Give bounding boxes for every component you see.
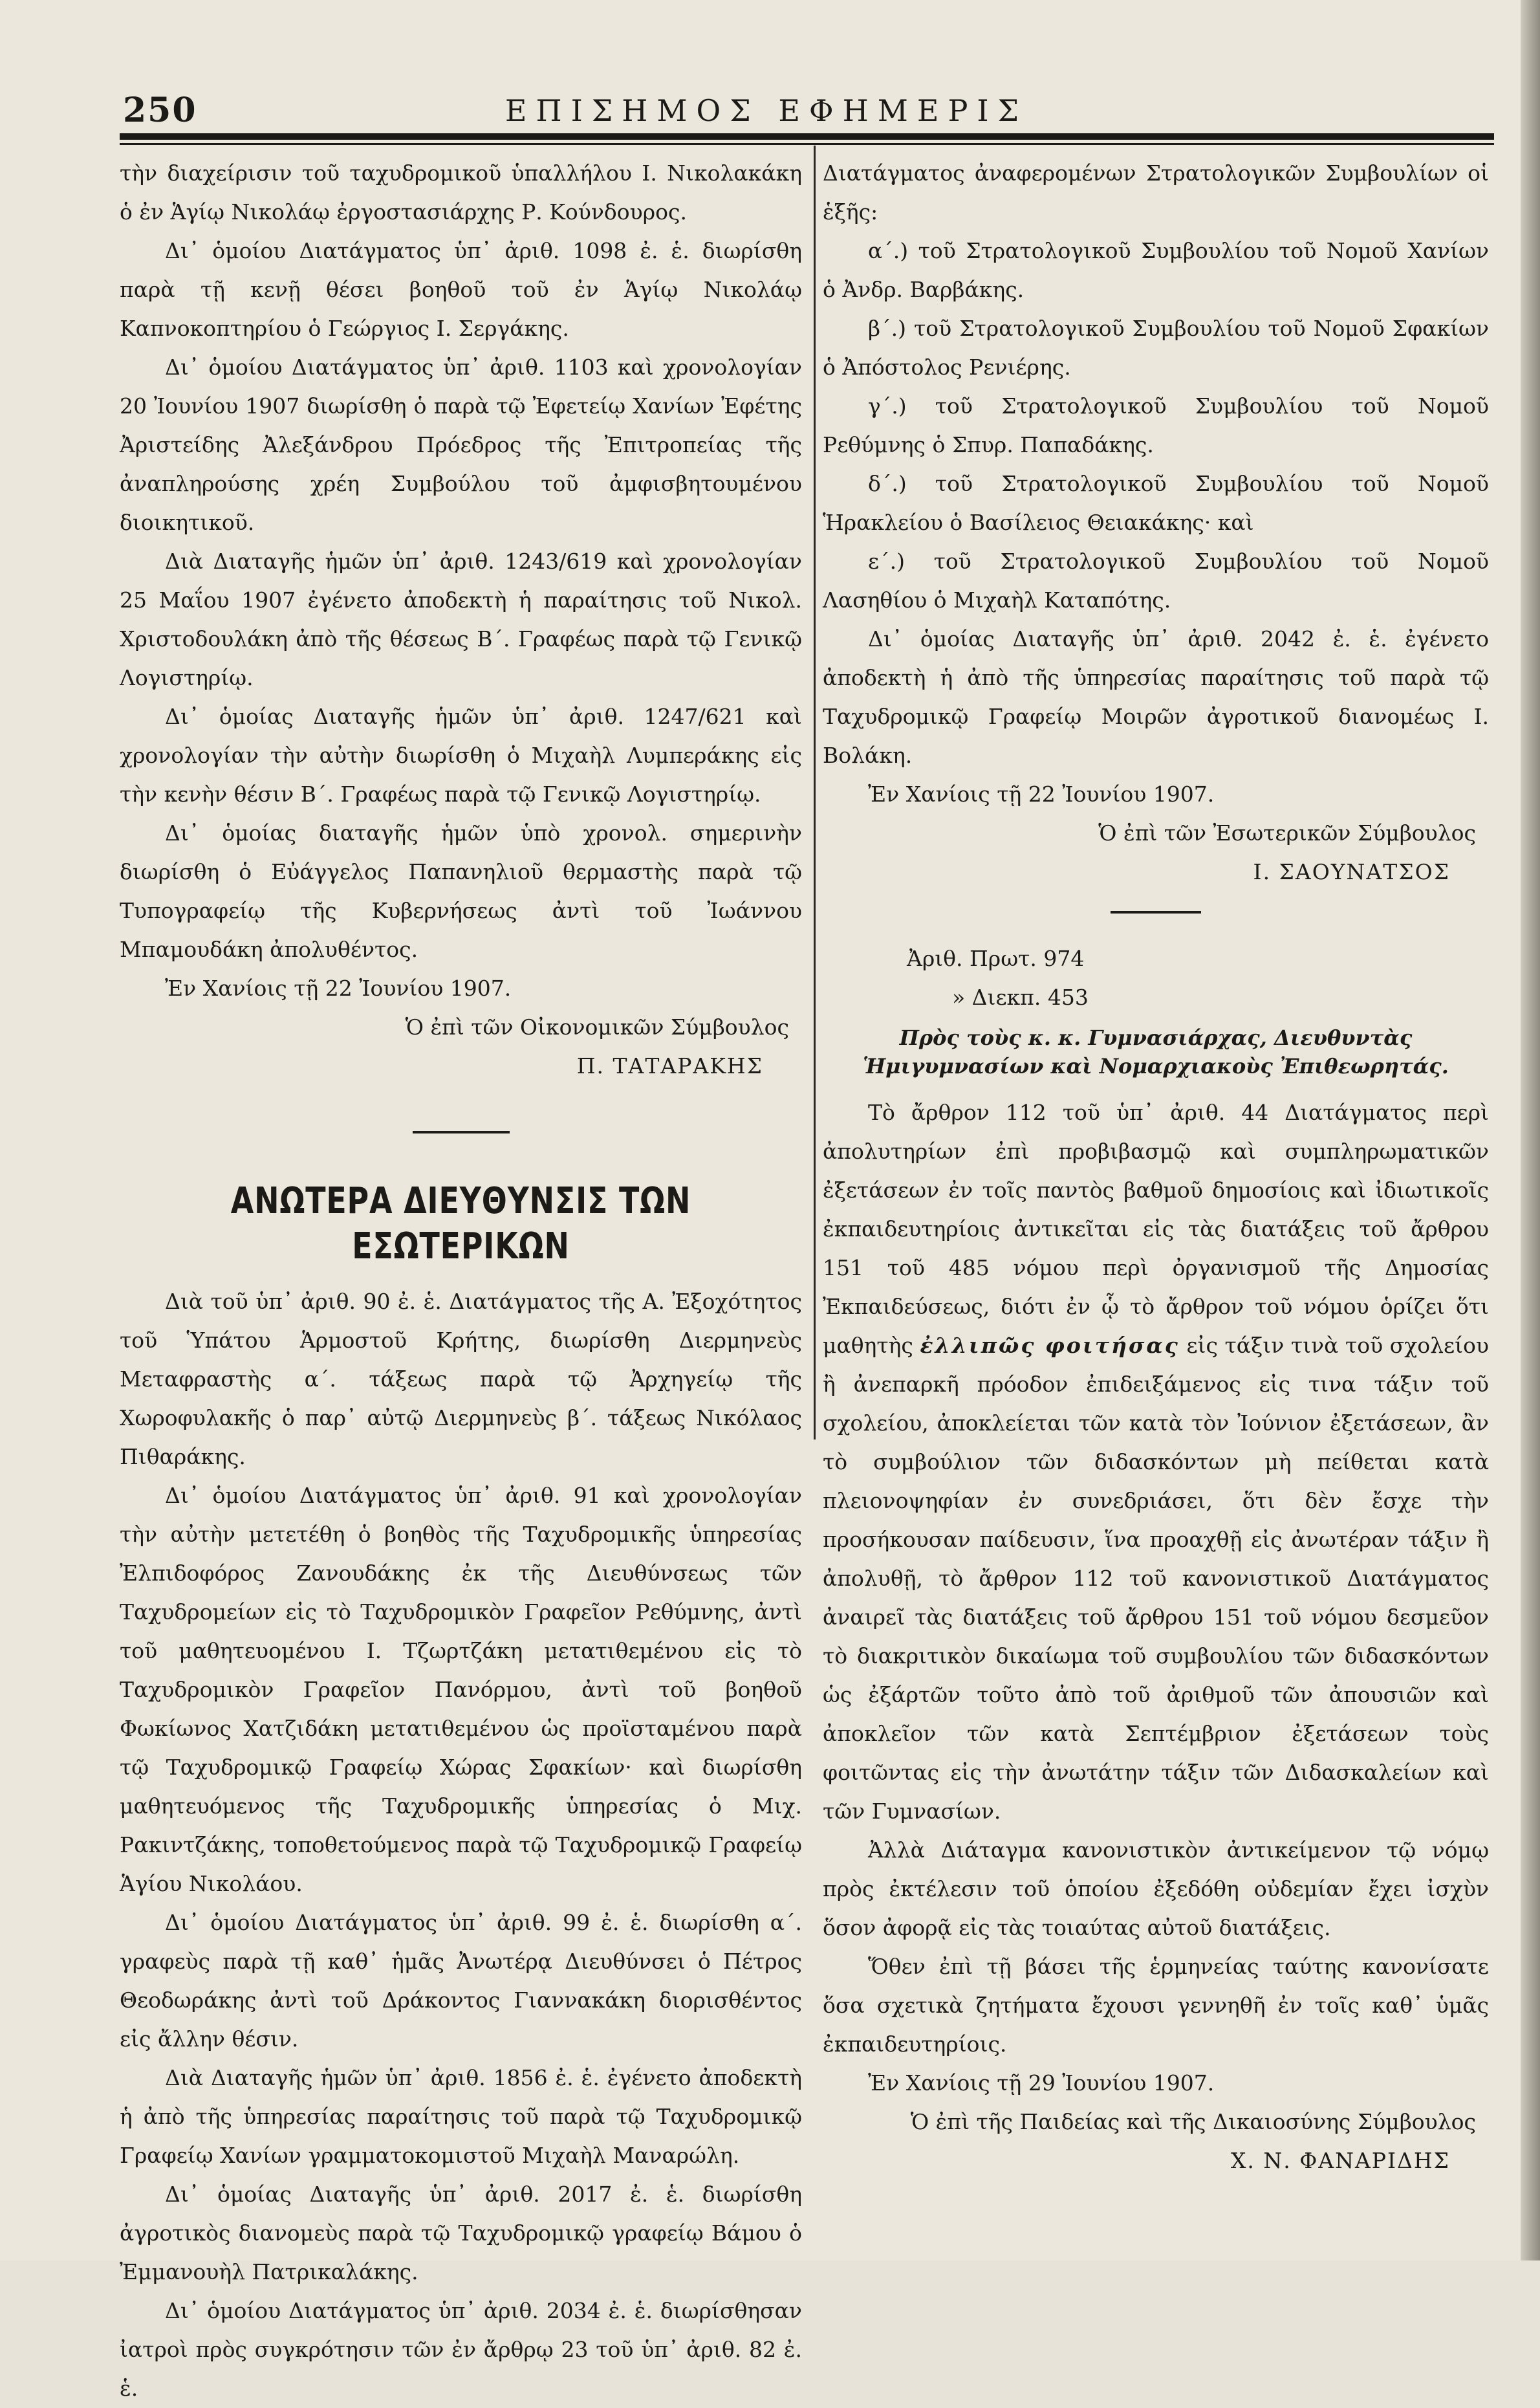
paragraph: Δι᾽ ὁμοίας Διαταγῆς ἡμῶν ὑπ᾽ ἀριθ. 1247/621 καὶ χρονολογίαν τὴν αὐτὴν διωρίσθη ὁ Μιχαὴλ Λυμπεράκης εἰς τὴν κενὴν θέσιν Β΄. Γραφέως παρὰ τῷ Γενικῷ Λογιστηρίῳ. — [120, 704, 802, 807]
text-run: εἰς τάξιν τινὰ τοῦ σχολείου ἢ ἀνεπαρκῆ πρόοδον ἐπιδειξάμενος εἰς τινα τάξιν τοῦ σχολείου, ἀποκλείεται τῶν κατὰ τὸν Ἰούνιον ἐξετάσεων, ἂν τὸ συμβούλιον τῶν διδασκόντων μὴ πείθεται κατὰ πλειονοψηφίαν ἐν συνεδριάσει, ὅτι δὲν ἔσχε τὴν προσήκουσαν παίδευσιν, ἵνα προαχθῇ εἰς ἀνωτέραν τάξιν ἢ ἀπολυθῇ, τὸ ἄρθρον 112 τοῦ κανονιστικοῦ Διατάγματος ἀναιρεῖ τὰς διατάξεις τοῦ ἄρθρου 151 τοῦ νόμου δεσμεῦον τὸ διακριτικὸν δικαίωμα τοῦ συμβουλίου τῶν διδασκόντων ὡς ἐξάρτῶν τοῦτο ἀπὸ τοῦ ἀριθμοῦ τῶν ἀπουσιῶν καὶ ἀποκλεῖον τῶν κατὰ Σεπτέμβριον ἐξετάσεων τοὺς φοιτῶντας εἰς τὴν ἀνωτάτην τάξιν τῶν Διδασκαλείων καὶ τῶν Γυμνασίων. — [823, 1333, 1489, 1824]
column-divider — [814, 146, 816, 1439]
list-item: γ΄.) τοῦ Στρατολογικοῦ Συμβουλίου τοῦ Νομοῦ Ρεθύμνης ὁ Σπυρ. Παπαδάκης. — [823, 393, 1489, 457]
paragraph: Ἀλλὰ Διάταγμα κανονιστικὸν ἀντικείμενον τῷ νόμῳ πρὸς ἐκτέλεσιν τοῦ ὁποίου ἐξεδόθη οὐδεμίαν ἔχει ἰσχὺν ὅσον ἀφορᾷ εἰς τὰς τοιαύτας αὐτοῦ διατάξεις. — [823, 1837, 1489, 1940]
paragraph: Δι᾽ ὁμοίας Διαταγῆς ὑπ᾽ ἀριθ. 2042 ἐ. ἑ. ἐγένετο ἀποδεκτὴ ἡ ἀπὸ τῆς ὑπηρεσίας παραίτησις τοῦ παρὰ τῷ Ταχυδρομικῷ Γραφείῳ Μοιρῶν ἀγροτικοῦ διανομέως Ι. Βολάκη. — [823, 626, 1489, 768]
paragraph: Δι᾽ ὁμοίου Διατάγματος ὑπ᾽ ἀριθ. 1098 ἐ. ἑ. διωρίσθη παρὰ τῇ κενῇ θέσει βοηθοῦ τοῦ ἐν Ἁγίῳ Νικολάῳ Καπνοκοπτηρίου ὁ Γεώργιος Ι. Σεργάκης. — [120, 238, 802, 341]
addressee-heading: Πρὸς τοὺς κ. κ. Γυμνασιάρχας, Διευθυντὰς Ἡμιγυμνασίων καὶ Νομαρχιακοὺς Ἐπιθεωρητάς. — [863, 1025, 1449, 1078]
paragraph: Διὰ Διαταγῆς ἡμῶν ὑπ᾽ ἀριθ. 1243/619 καὶ χρονολογίαν 25 Μαΐου 1907 ἐγένετο ἀποδεκτὴ ἡ παραίτησις τοῦ Νικολ. Χριστοδουλάκη ἀπὸ τῆς θέσεως Β΄. Γραφέως παρὰ τῷ Γενικῷ Λογιστηρίῳ. — [120, 549, 802, 690]
left-column — [120, 154, 802, 2408]
newspaper-title: ΕΠΙΣΗΜΟΣ ΕΦΗΜΕΡΙΣ — [504, 93, 1028, 128]
section-separator — [413, 1131, 510, 1133]
signer-role: Ὁ ἐπὶ τῶν Ἐσωτερικῶν Σύμβουλος — [1098, 820, 1476, 846]
page-header — [39, 91, 1494, 136]
paragraph: Διὰ τοῦ ὑπ᾽ ἀριθ. 90 ἐ. ἑ. Διατάγματος τῆς Α. Ἐξοχότητος τοῦ Ὑπάτου Ἁρμοστοῦ Κρήτης, διωρίσθη Διερμηνεὺς Μεταφραστὴς α΄. τάξεως παρὰ τῷ Ἀρχηγείῳ τῆς Χωροφυλακῆς ὁ παρ᾽ αὐτῷ Διερμηνεὺς β΄. τάξεως Νικόλαος Πιθαράκης. — [120, 1289, 802, 1469]
page-number: 250 — [123, 91, 197, 130]
paragraph: Δι᾽ ὁμοίας διαταγῆς ἡμῶν ὑπὸ χρονολ. σημερινὴν διωρίσθη ὁ Εὐάγγελος Παπανηλιοῦ θερμαστὴς παρὰ τῷ Τυπογραφείῳ τῆς Κυβερνήσεως ἀντὶ τοῦ Ἰωάννου Μπαμουδάκη ἀπολυθέντος. — [120, 820, 802, 962]
list-item: α΄.) τοῦ Στρατολογικοῦ Συμβουλίου τοῦ Νομοῦ Χανίων ὁ Ἀνδρ. Βαρβάκης. — [823, 238, 1489, 302]
section-heading: ΑΝΩΤΕΡΑ ΔΙΕΥΘΥΝΣΙΣ ΤΩΝ ΕΣΩΤΕΡΙΚΩΝ — [230, 1180, 691, 1267]
paragraph — [823, 1093, 1489, 1831]
page-edge-shadow — [1521, 0, 1540, 2260]
signer-role: Ὁ ἐπὶ τῶν Οἰκονομικῶν Σύμβουλος — [405, 1014, 789, 1040]
paragraph: Ὅθεν ἐπὶ τῇ βάσει τῆς ἑρμηνείας ταύτης κανονίσατε ὅσα σχετικὰ ζητήματα ἔχουσι γεννηθῆ ἐν τοῖς καθ᾽ ὑμᾶς ἐκπαιδευτηρίοις. — [823, 1954, 1489, 2057]
header-rule-thick — [120, 133, 1494, 140]
section-separator — [1111, 911, 1201, 914]
header-rule-thin — [120, 143, 1494, 145]
list-item: ε΄.) τοῦ Στρατολογικοῦ Συμβουλίου τοῦ Νομοῦ Λασηθίου ὁ Μιχαὴλ Καταπότης. — [823, 549, 1489, 613]
protocol-number: Ἀριθ. Πρωτ. 974 — [907, 946, 1085, 971]
right-column — [823, 154, 1489, 2180]
paragraph: Δι᾽ ὁμοίου Διατάγματος ὑπ᾽ ἀριθ. 99 ἐ. ἑ. διωρίσθη α΄. γραφεὺς παρὰ τῇ καθ᾽ ἡμᾶς Ἀνωτέρᾳ Διευθύνσει ὁ Πέτρος Θεοδωράκης ἀντὶ τοῦ Δράκοντος Γιαννακάκη διορισθέντος εἰς ἄλλην θέσιν. — [120, 1910, 802, 2052]
paragraph: Διὰ Διαταγῆς ἡμῶν ὑπ᾽ ἀριθ. 1856 ἐ. ἑ. ἐγένετο ἀποδεκτὴ ἡ ἀπὸ τῆς ὑπηρεσίας παραίτησις τοῦ παρὰ τῷ Ταχυδρομικῷ Γραφείῳ Χανίων γραμματοκομιστοῦ Μιχαὴλ Μαναρώλη. — [120, 2065, 802, 2168]
dateline: Ἐν Χανίοις τῇ 22 Ἰουνίου 1907. — [868, 782, 1215, 807]
signer-name: Ι. ΣΑΟΥΝΑΤΣΟΣ — [1253, 859, 1450, 884]
list-item: δ΄.) τοῦ Στρατολογικοῦ Συμβουλίου τοῦ Νομοῦ Ἡρακλείου ὁ Βασίλειος Θειακάκης· καὶ — [823, 471, 1489, 535]
paragraph: Διατάγματος ἀναφερομένων Στρατολογικῶν Συμβουλίων οἱ ἑξῆς: — [823, 160, 1489, 224]
dateline: Ἐν Χανίοις τῇ 22 Ἰουνίου 1907. — [165, 976, 512, 1001]
paragraph: Δι᾽ ὁμοίου Διατάγματος ὑπ᾽ ἀριθ. 1103 καὶ χρονολογίαν 20 Ἰουνίου 1907 διωρίσθη ὁ παρὰ τῷ Ἐφετείῳ Χανίων Ἐφέτης Ἀριστείδης Ἀλεξάνδρου Πρόεδρος τῆς Ἐπιτροπείας τῆς ἀναπληρούσης χρέη Συμβούλου τοῦ ἀμφισβητουμένου διοικητικοῦ. — [120, 355, 802, 535]
paragraph: Δι᾽ ὁμοίας Διαταγῆς ὑπ᾽ ἀριθ. 2017 ἐ. ἑ. διωρίσθη ἀγροτικὸς διανομεὺς παρὰ τῷ Ταχυδρομικῷ γραφείῳ Βάμου ὁ Ἐμμανουὴλ Πατρικαλάκης. — [120, 2182, 802, 2284]
signer-name: Χ. Ν. ΦΑΝΑΡΙΔΗΣ — [1230, 2148, 1450, 2173]
text-run: Τὸ ἄρθρον 112 τοῦ ὑπ᾽ ἀριθ. 44 Διατάγματος περὶ ἀπολυτηρίων ἐπὶ προβιβασμῷ καὶ συμπληρωματικῶν ἐξετάσεων ἐν τοῖς παντὸς βαθμοῦ δημοσίοις καὶ ἰδιωτικοῖς ἐκπαιδευτηρίοις ἀντικεῖται εἰς τὰς διατάξεις τοῦ ἄρθρου 151 τοῦ 485 νόμου περὶ ὀργανισμοῦ τῆς Δημοσίας Ἐκπαιδεύσεως, διότι ἐν ᾧ τὸ ἄρθρον τοῦ νόμου ὁρίζει ὅτι μαθητὴς — [823, 1100, 1489, 1358]
paragraph: τὴν διαχείρισιν τοῦ ταχυδρομικοῦ ὑπαλλήλου Ι. Νικολακάκη ὁ ἐν Ἁγίῳ Νικολάῳ ἐργοστασιάρχης Ρ. Κούνδουρος. — [120, 160, 802, 224]
paragraph: Δι᾽ ὁμοίου Διατάγματος ὑπ᾽ ἀριθ. 91 καὶ χρονολογίαν τὴν αὐτὴν μετετέθη ὁ βοηθὸς τῆς Ταχυδρομικῆς ὑπηρεσίας Ἐλπιδοφόρος Ζανουδάκης ἐκ τῆς Διευθύνσεως τῶν Ταχυδρομείων εἰς τὸ Ταχυδρομικὸν Γραφεῖον Ρεθύμνης, ἀντὶ τοῦ μαθητευομένου Ι. Τζωρτζάκη μετατιθεμένου εἰς τὸ Ταχυδρομικὸν Γραφεῖον Πανόρμου, ἀντὶ τοῦ βοηθοῦ Φωκίωνος Χατζιδάκη μετατιθεμένου ὡς προϊσταμένου παρὰ τῷ Ταχυδρομικῷ Γραφείῳ Χώρας Σφακίων· καὶ διωρίσθη μαθητευόμενος τῆς Ταχυδρομικῆς ὑπηρεσίας ὁ Μιχ. Ρακιντζάκης, τοποθετούμενος παρὰ τῷ Ταχυδρομικῷ Γραφείῳ Ἁγίου Νικολάου. — [120, 1483, 802, 1896]
signer-name: Π. ΤΑΤΑΡΑΚΗΣ — [576, 1053, 763, 1078]
dispatch-number: » Διεκπ. 453 — [952, 985, 1089, 1010]
list-item: β΄.) τοῦ Στρατολογικοῦ Συμβουλίου τοῦ Νομοῦ Σφακίων ὁ Ἀπόστολος Ρενιέρης. — [823, 316, 1489, 380]
dateline: Ἐν Χανίοις τῇ 29 Ἰουνίου 1907. — [868, 2070, 1215, 2096]
signer-role: Ὁ ἐπὶ τῆς Παιδείας καὶ τῆς Δικαιοσύνης Σύμβουλος — [910, 2109, 1476, 2134]
paragraph: Δι᾽ ὁμοίου Διατάγματος ὑπ᾽ ἀριθ. 2034 ἐ. ἑ. διωρίσθησαν ἰατροὶ πρὸς συγκρότησιν τῶν ἐν ἄρθρῳ 23 τοῦ ὑπ᾽ ἀριθ. 82 ἐ. ἑ. — [120, 2298, 802, 2401]
emphasis-text: ἐλλιπῶς φοιτήσας — [920, 1333, 1180, 1358]
